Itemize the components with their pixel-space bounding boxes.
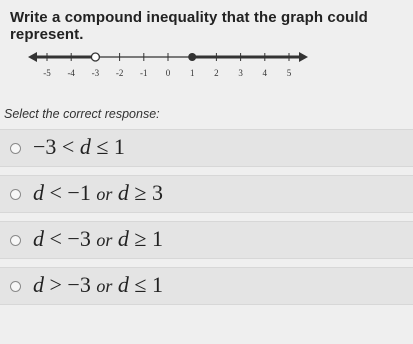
radio-button[interactable] (10, 143, 21, 154)
choice-1-text: −3 < d ≤ 1 (33, 134, 125, 159)
tick-label: 5 (286, 68, 292, 78)
tick-label: -4 (67, 68, 75, 78)
choice-3[interactable] (0, 221, 413, 259)
answer-choices (0, 129, 413, 313)
radio-button[interactable] (10, 281, 21, 292)
tick-label: 4 (262, 68, 268, 78)
choice-3-text: d < −3 or d ≥ 1 (33, 226, 163, 251)
closed-endpoint (188, 53, 196, 61)
tick-label: 3 (238, 68, 243, 78)
choice-2-text: d < −1 or d ≥ 3 (33, 180, 163, 205)
tick-label: -3 (91, 68, 100, 78)
tick-label: 0 (165, 68, 171, 78)
tick-label: -5 (43, 68, 51, 78)
radio-button[interactable] (10, 189, 21, 200)
question-text: Write a compound inequality that the graph could represent. (10, 9, 368, 43)
choice-4[interactable] (0, 267, 413, 305)
response-prompt: Select the correct response: (4, 107, 160, 121)
choice-2[interactable] (0, 175, 413, 213)
number-line-graph (28, 46, 308, 84)
tick-label: -2 (115, 68, 124, 78)
radio-button[interactable] (10, 235, 21, 246)
tick-label: 2 (214, 68, 219, 78)
choice-1[interactable] (0, 129, 413, 167)
open-endpoint (91, 53, 99, 61)
tick-label: -1 (140, 68, 148, 78)
choice-4-text: d > −3 or d ≤ 1 (33, 272, 163, 297)
tick-label: 1 (189, 68, 195, 78)
